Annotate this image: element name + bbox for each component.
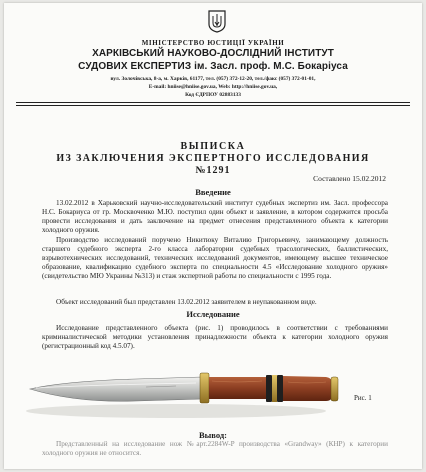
composed-date: Составлено 15.02.2012 (313, 174, 386, 183)
intro-paragraph-3-text: Объект исследований был представлен 13.02.2012 заявителем в неупакованном виде. (56, 298, 317, 306)
institute-name-line2: СУДОВИХ ЕКСПЕРТИЗ ім. Засл. проф. М.С. Бокаріуса (78, 61, 348, 72)
study-paragraph-text: Исследование представленного объекта (рис. 1) проводилось в соответствии с требованиями криминалистической методики установления принадлежности объекта к категории холодного оружия (регистрационный код 4.5.07). (42, 324, 388, 350)
institute-name-line1: ХАРКІВСЬКИЙ НАУКОВО-ДОСЛІДНИЙ ІНСТИТУТ (92, 48, 334, 59)
conclusion-heading: Вывод: (199, 430, 227, 440)
intro-paragraph-2 (42, 236, 388, 281)
intro-paragraph-1 (42, 199, 388, 235)
document-number: №1291 (195, 165, 231, 176)
intro-paragraph-1-text: 13.02.2012 в Харьковский научно-исследовательский институт судебных экспертиз им. Засл. профессора Н.С. Бокариуса от гр. Москвоченко М.Ю. поступил один объект и заявление, в котором содержится просьба провести исследования и дать заключение на предмет отнесения представленного объекта к категории холодного оружия. (42, 199, 388, 234)
study-heading: Исследование (186, 309, 240, 319)
study-paragraph (42, 324, 388, 351)
figure-caption: Рис. 1 (354, 394, 372, 402)
institute-code: Код ЄДРПОУ 02883133 (185, 92, 241, 98)
knife-photo (26, 355, 350, 427)
document-title: ВЫПИСКА (180, 141, 246, 152)
ministry-name: МІНІСТЕРСТВО ЮСТИЦІЇ УКРАЇНИ (141, 39, 285, 47)
conclusion-paragraph-text: Представленный на исследование нож №арт.2284W-P производства «Grandway» (КНР) к категории холодного оружия не относится. (42, 440, 388, 457)
institute-contacts: E-mail: hniise@hniise.gov.ua, Web: http://hniise.gov.ua, (148, 84, 278, 90)
conclusion-paragraph (42, 440, 388, 458)
header-divider-thin (16, 105, 410, 106)
coat-of-arms-icon (208, 10, 226, 33)
intro-paragraph-2-text: Производство исследований поручено Никитюку Виталию Григорьевичу, занимающему должность старшего судебного эксперта 2-го класса лаборатории судебных трасологических, баллистических, взрывотехнических исследований, технических исследований документов, имеющему высшее техническое образование, квалификацию судебного эксперта по специальности 4.5 «Исследование холодного оружия» (свидетельство МЮ Украины №313) и стаж экспертной работы по специальности с 1995 года. (42, 236, 388, 280)
document-page (4, 3, 422, 469)
document-subtitle: ИЗ ЗАКЛЮЧЕНИЯ ЭКСПЕРТНОГО ИССЛЕДОВАНИЯ (56, 153, 370, 164)
intro-heading: Введение (195, 187, 231, 197)
intro-paragraph-3 (42, 298, 388, 307)
header-divider (16, 102, 410, 103)
institute-address: вул. Золочівська, 8-а, м. Харків, 61177, тел. (057) 372-12-20, тел./факс (057) 372-01-01, (110, 76, 316, 82)
